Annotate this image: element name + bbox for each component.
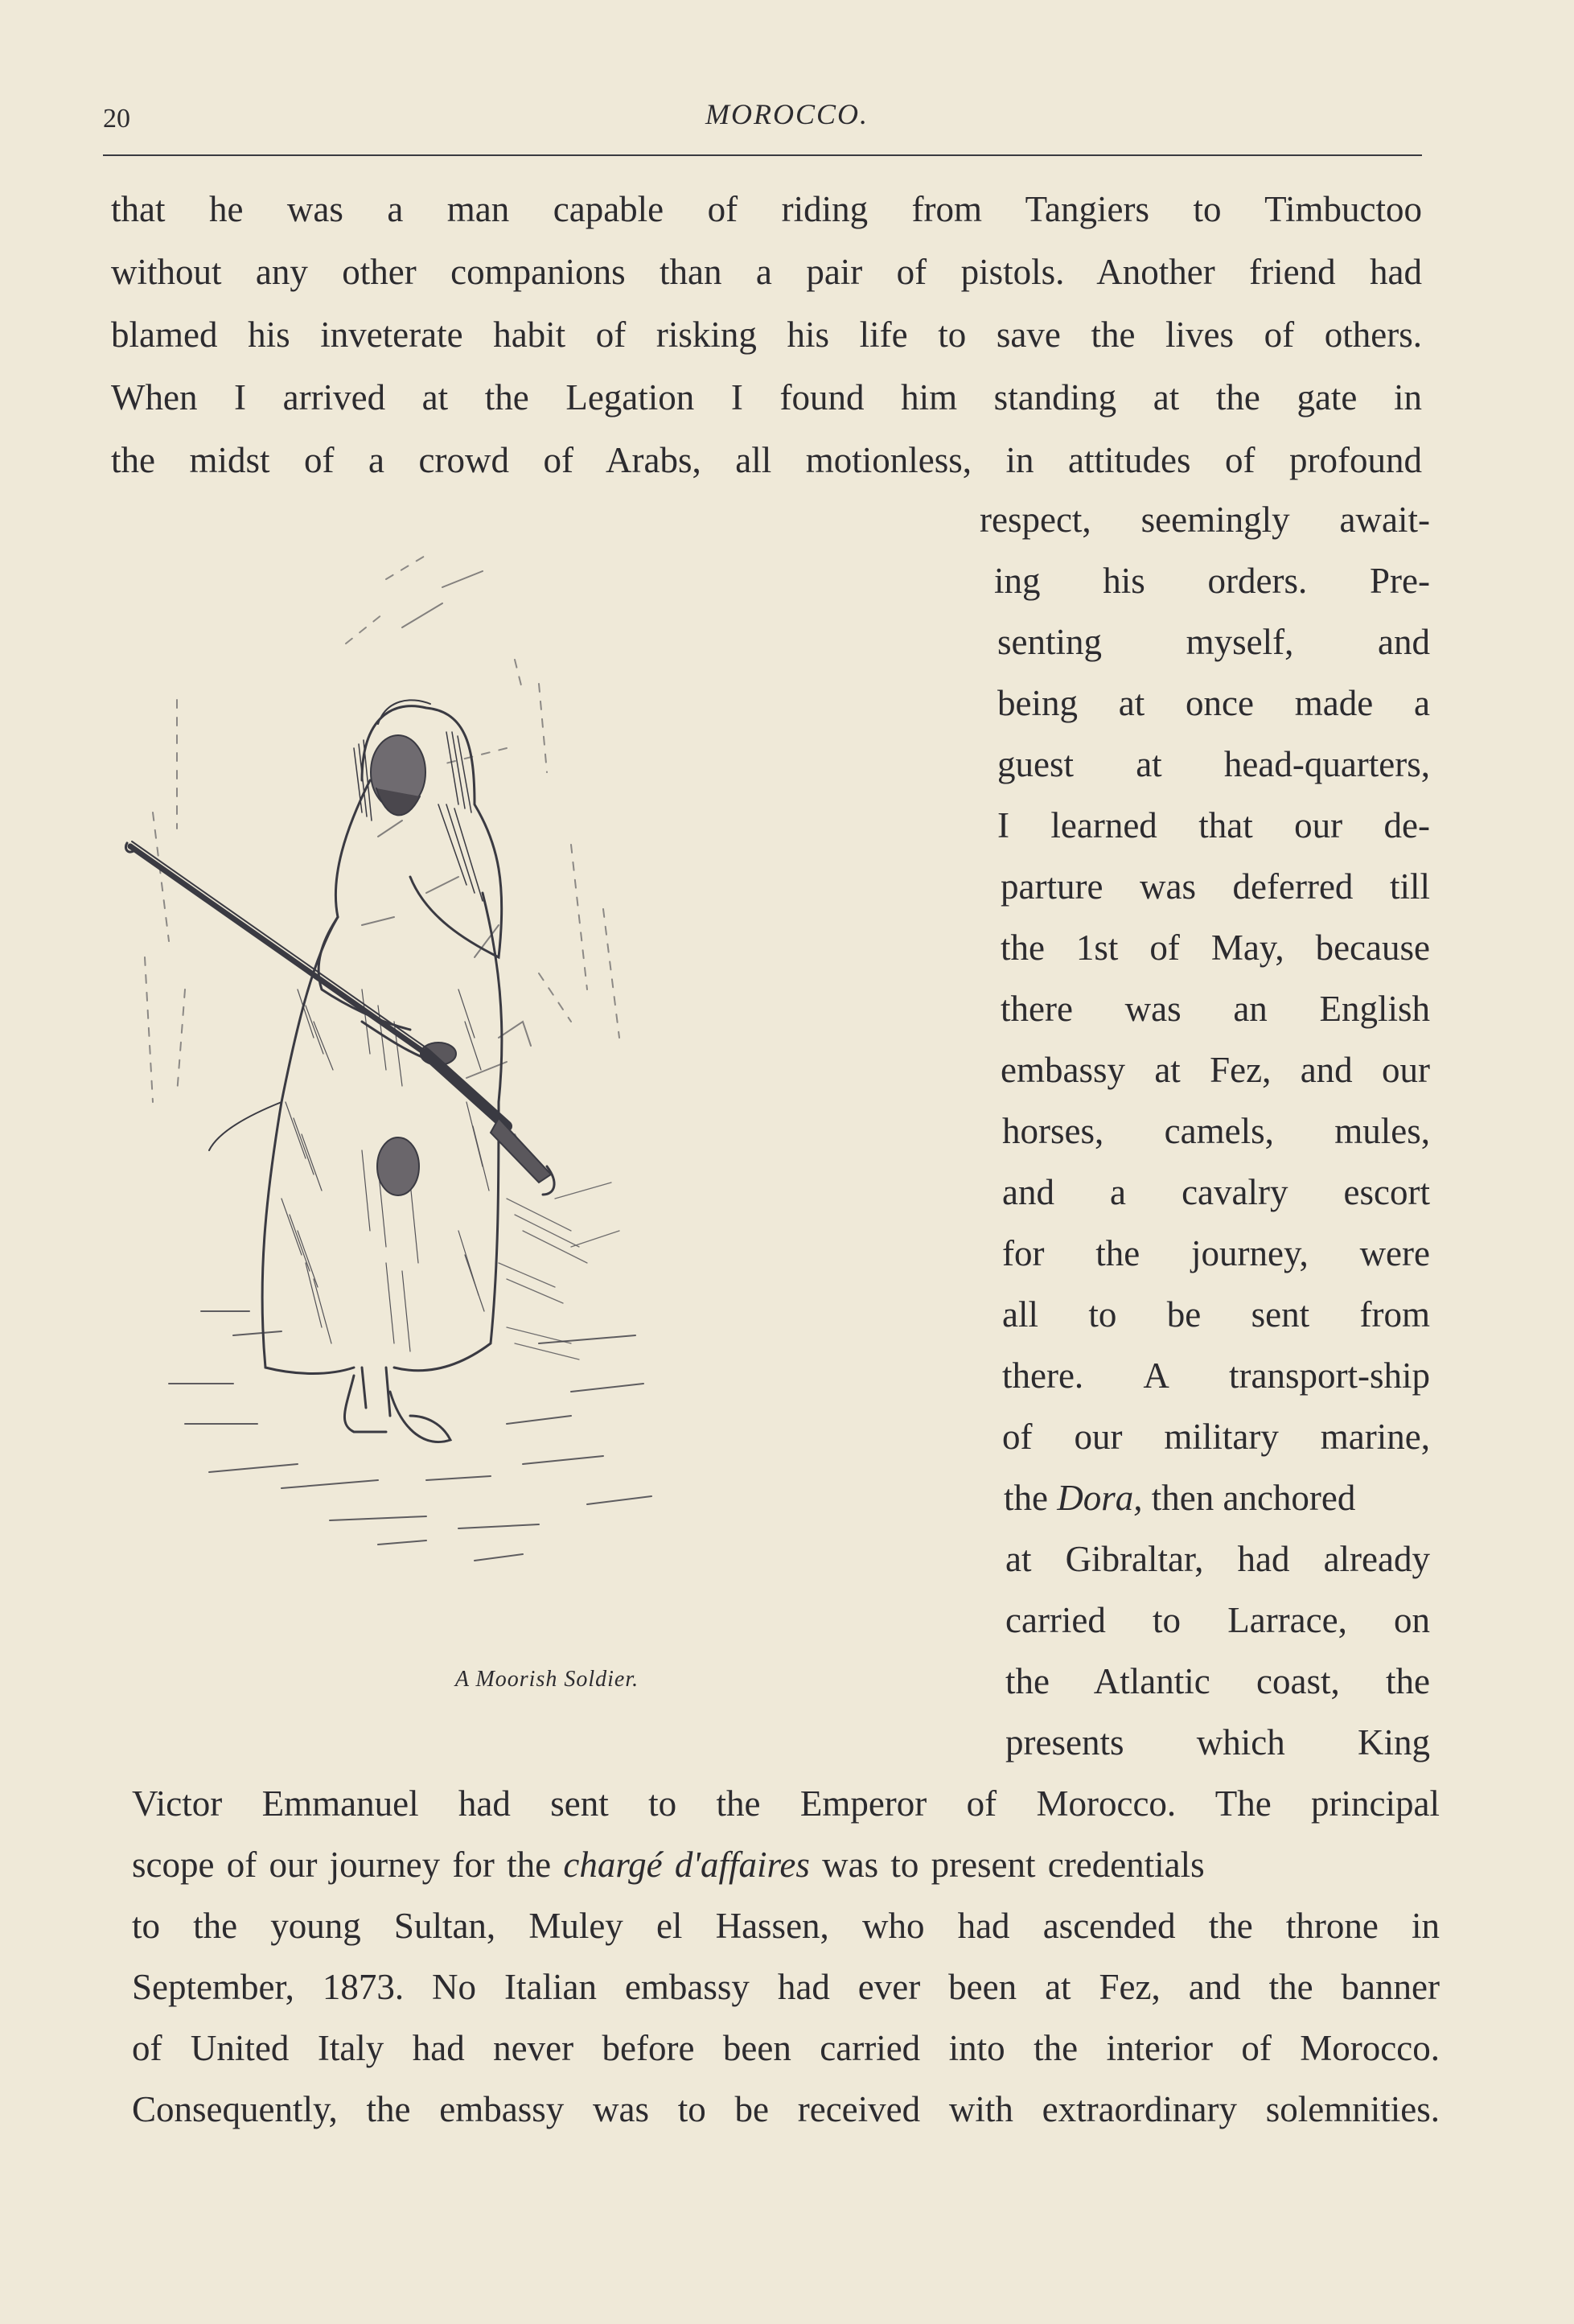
body-text: then anchored	[1151, 1478, 1356, 1518]
page-number: 20	[103, 104, 130, 134]
body-line: embassy at Fez, and our	[1001, 1050, 1430, 1090]
body-line: blamed his inveterate habit of risking his life to save the lives of others.	[111, 315, 1422, 355]
body-line: all to be sent from	[1002, 1294, 1430, 1335]
body-line: of United Italy had never before been carried into the interior of Morocco.	[132, 2028, 1440, 2068]
body-line: respect, seemingly await-	[980, 500, 1430, 540]
body-line: Consequently, the embassy was to be received with extraordinary solemnities.	[132, 2089, 1440, 2129]
header-rule	[103, 154, 1422, 156]
body-line: Victor Emmanuel had sent to the Emperor of Morocco. The principal	[132, 1783, 1440, 1824]
body-line: of our military marine,	[1002, 1417, 1430, 1457]
body-line: ing his orders. Pre-	[994, 561, 1430, 601]
body-line: there was an English	[1001, 989, 1430, 1029]
figure-caption: A Moorish Soldier.	[454, 1667, 639, 1692]
body-line: that he was a man capable of riding from Tangiers to Timbuctoo	[111, 189, 1422, 229]
body-line: September, 1873. No Italian embassy had ever been at Fez, and the banner	[132, 1967, 1440, 2007]
body-line: presents which King	[1005, 1722, 1430, 1763]
body-line: the Atlantic coast, the	[1005, 1661, 1430, 1701]
moorish-soldier-engraving	[121, 539, 965, 1649]
body-line: I learned that our de-	[997, 805, 1430, 845]
body-line: to the young Sultan, Muley el Hassen, who had ascended the throne in	[132, 1906, 1440, 1946]
body-line: guest at head-quarters,	[997, 744, 1430, 784]
body-line: there. A transport-ship	[1002, 1355, 1430, 1396]
running-head: MOROCCO.	[705, 98, 869, 130]
body-line: without any other companions than a pair of pistols. Another friend had	[111, 252, 1422, 292]
charge-daffaires-italic: chargé d'affaires	[563, 1845, 810, 1885]
ship-name-italic: Dora,	[1057, 1478, 1143, 1518]
body-line: parture was deferred till	[1001, 866, 1430, 907]
body-line: senting myself, and	[997, 622, 1430, 662]
body-line: for the journey, were	[1002, 1233, 1430, 1273]
body-line: being at once made a	[997, 683, 1430, 723]
body-line-with-italic	[132, 1842, 1440, 1887]
body-line: the 1st of May, because	[1001, 928, 1430, 968]
body-line: and a cavalry escort	[1002, 1172, 1430, 1212]
body-line: at Gibraltar, had already	[1005, 1539, 1430, 1579]
engraving-drawing	[121, 539, 965, 1649]
body-line: When I arrived at the Legation I found him standing at the gate in	[111, 377, 1422, 417]
body-line-with-italic	[1004, 1475, 1430, 1520]
body-text: scope of our journey for the	[132, 1845, 552, 1885]
body-text: was to present credentials	[822, 1845, 1205, 1885]
body-line: the midst of a crowd of Arabs, all motionless, in attitudes of profound	[111, 440, 1422, 480]
body-line: horses, camels, mules,	[1002, 1111, 1430, 1151]
body-line: carried to Larrace, on	[1005, 1600, 1430, 1640]
body-text: the	[1004, 1478, 1048, 1518]
